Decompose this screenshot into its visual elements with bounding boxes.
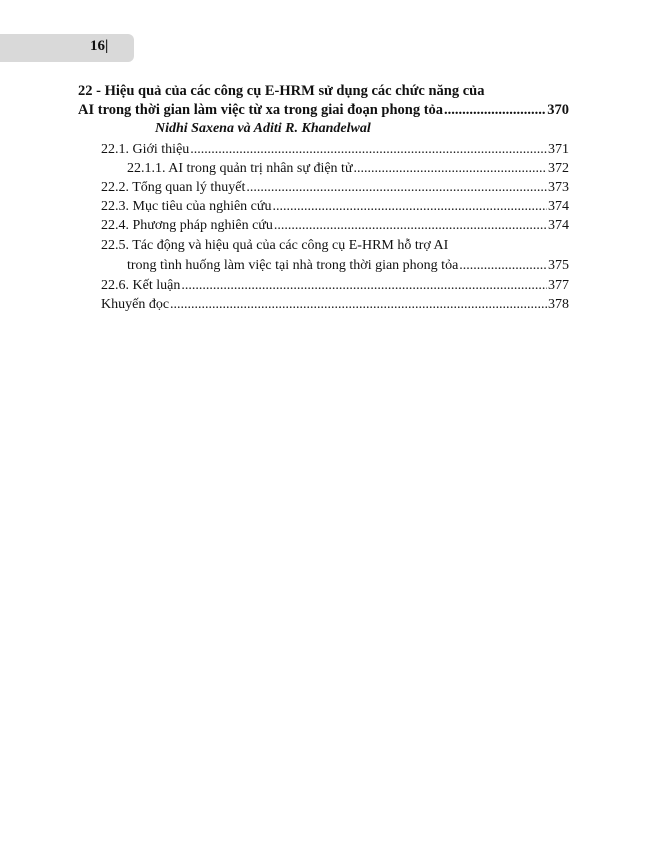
toc-entry[interactable] [101, 140, 569, 159]
toc-entry-page: 378 [548, 297, 569, 312]
leader-dots [354, 159, 547, 178]
toc-entry-page: 371 [548, 142, 569, 157]
leader-dots [273, 197, 548, 216]
toc-entry[interactable] [127, 256, 569, 275]
toc-entry[interactable] [101, 178, 569, 197]
toc-entry[interactable] [101, 295, 569, 314]
toc-entry-page: 374 [548, 199, 569, 214]
chapter-title-line-1: 22 - Hiệu quả của các công cụ E-HRM sử dụng các chức năng của [78, 83, 485, 99]
page-number-tab [0, 34, 134, 62]
leader-dots [170, 295, 547, 314]
leader-dots [444, 101, 546, 120]
leader-dots [274, 216, 547, 235]
toc-entry-label: Khuyến đọc [101, 297, 170, 312]
toc-entry-label: 22.1. Giới thiệu [101, 142, 190, 157]
leader-dots [181, 276, 547, 295]
toc-entry-page: 373 [548, 180, 569, 195]
leader-dots [190, 140, 547, 159]
toc-entry[interactable] [101, 276, 569, 295]
chapter-title-line-2[interactable] [78, 101, 569, 120]
toc-entry-page: 377 [548, 278, 569, 293]
chapter-authors: Nidhi Saxena và Aditi R. Khandelwal [155, 121, 371, 136]
chapter-title-text: AI trong thời gian làm việc từ xa trong giai đoạn phong tỏa [78, 102, 444, 118]
toc-entry-page: 375 [548, 258, 569, 273]
toc-entry-label: 22.4. Phương pháp nghiên cứu [101, 218, 273, 233]
toc-entry-label: 22.2. Tổng quan lý thuyết [101, 180, 246, 195]
chapter-page: 370 [547, 102, 569, 118]
leader-dots [459, 256, 547, 275]
toc-entry-label: 22.5. Tác động và hiệu quả của các công cụ E-HRM hỗ trợ AI [101, 238, 449, 253]
toc-entry[interactable] [101, 216, 569, 235]
toc-entry-page: 372 [548, 161, 569, 176]
toc-entry-label-continued: trong tình huống làm việc tại nhà trong thời gian phong tỏa [127, 258, 459, 273]
leader-dots [246, 178, 547, 197]
toc-subentry[interactable] [127, 159, 569, 178]
toc-entry-page: 374 [548, 218, 569, 233]
toc-entry-label: 22.1.1. AI trong quản trị nhân sự điện tử [127, 161, 353, 176]
toc-entry-label: 22.3. Mục tiêu của nghiên cứu [101, 199, 272, 214]
page-number: 16| [90, 38, 109, 54]
toc-entry[interactable] [101, 197, 569, 216]
toc-entry-label: 22.6. Kết luận [101, 278, 181, 293]
